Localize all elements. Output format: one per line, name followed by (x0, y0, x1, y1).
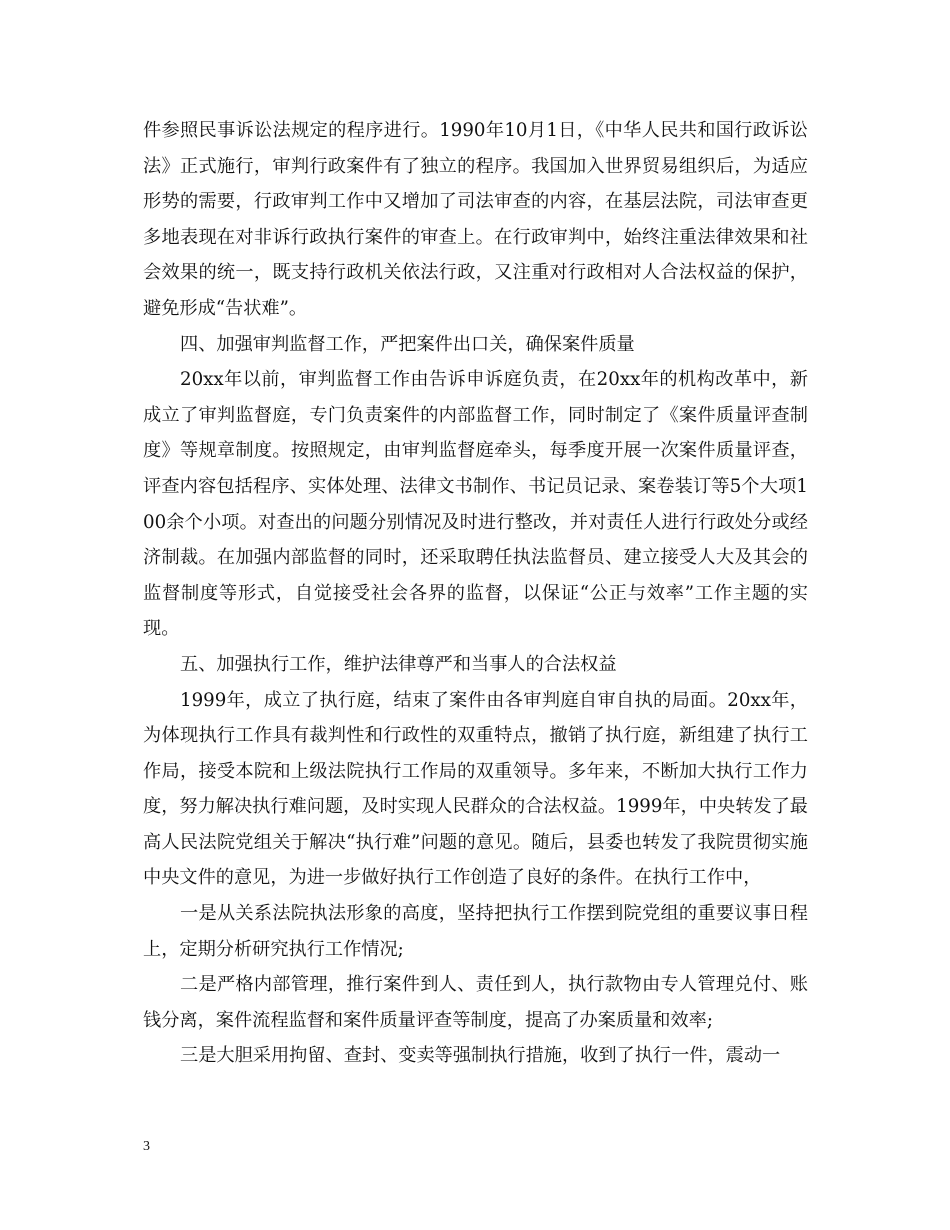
page-number: 3 (143, 1139, 150, 1154)
list-item-1: 一是从关系法院执法形象的高度，坚持把执行工作摆到院党组的重要议事日程上，定期分析研究执行工作情况; (143, 903, 808, 960)
section-heading-4: 四、加强审判监督工作，严把案件出口关，确保案件质量 (180, 333, 635, 355)
section-heading-5: 五、加强执行工作，维护法律尊严和当事人的合法权益 (180, 653, 617, 675)
paragraph-continued: 件参照民事诉讼法规定的程序进行。1990年10月1日，《中华人民共和国行政诉讼法》正式施行，审判行政案件有了独立的程序。我国加入世界贸易组织后，为适应形势的需要，行政审判工作中又增加了司法审查的内容，在基层法院，司法审查更多地表现在对非诉行政执行案件的审查上。在行政审判中，始终注重法律效果和社会效果的统一，既支持行政机关依法行政，又注重对行政相对人合法权益的保护，避免形成“告状难”。 (143, 120, 808, 319)
paragraph: 1999年，成立了执行庭，结束了案件由各审判庭自审自执的局面。20xx年，为体现执行工作具有裁判性和行政性的双重特点，撤销了执行庭，新组建了执行工作局，接受本院和上级法院执行工作局的双重领导。多年来，不断加大执行工作力度，努力解决执行难问题，及时实现人民群众的合法权益。1999年，中央转发了最高人民法院党组关于解决“执行难”问题的意见。随后，县委也转发了我院贯彻实施中央文件的意见，为进一步做好执行工作创造了良好的条件。在执行工作中， (143, 689, 808, 889)
document-body (143, 113, 808, 1074)
list-item-2: 二是严格内部管理，推行案件到人、责任到人，执行款物由专人管理兑付、账钱分离，案件流程监督和案件质量评查等制度，提高了办案质量和效率; (143, 974, 808, 1031)
paragraph: 20xx年以前，审判监督工作由告诉申诉庭负责，在20xx年的机构改革中，新成立了审判监督庭，专门负责案件的内部监督工作，同时制定了《案件质量评查制度》等规章制度。按照规定，由审判监督庭牵头，每季度开展一次案件质量评查，评查内容包括程序、实体处理、法律文书制作、书记员记录、案卷装订等5个大项100余个小项。对查出的问题分别情况及时进行整改，并对责任人进行行政处分或经济制裁。在加强内部监督的同时，还采取聘任执法监督员、建立接受人大及其会的监督制度等形式，自觉接受社会各界的监督，以保证“公正与效率”工作主题的实现。 (143, 369, 808, 640)
list-item-3: 三是大胆采用拘留、查封、变卖等强制执行措施，收到了执行一件，震动一 (180, 1045, 781, 1067)
